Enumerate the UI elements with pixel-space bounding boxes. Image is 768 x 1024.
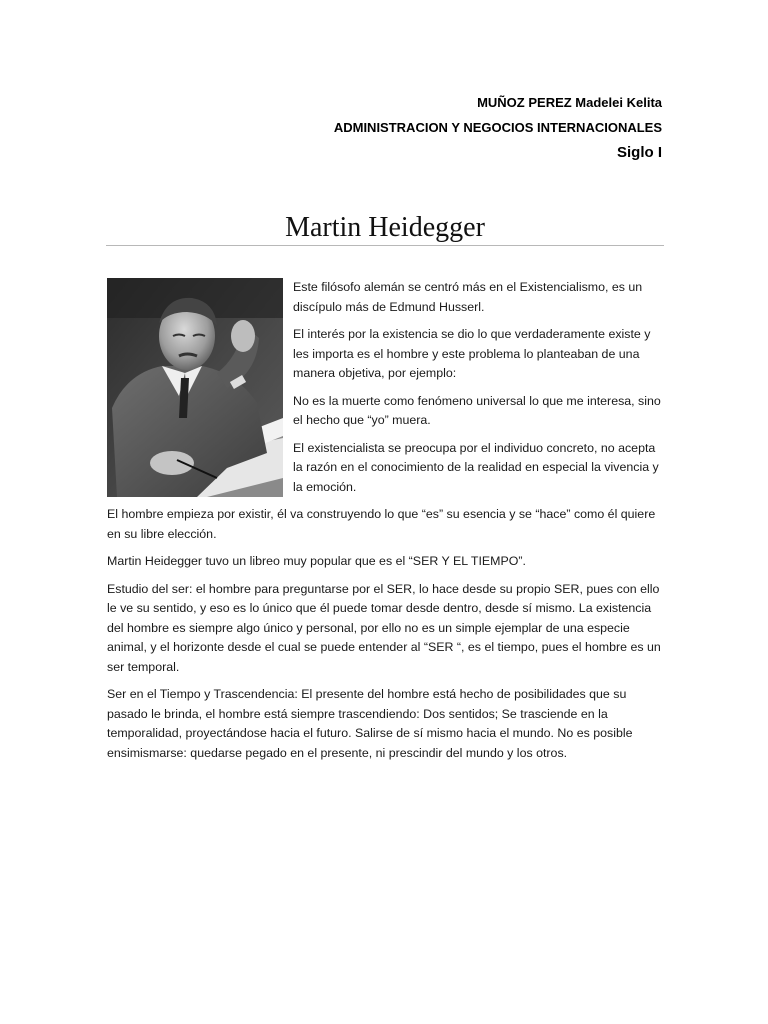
intro-text [293, 278, 663, 505]
intro-paragraph: El existencialista se preocupa por el individuo concreto, no acepta la razón en el conocimiento de la realidad en especial la vivencia y la emoción. [293, 440, 659, 494]
body-paragraph: Martin Heidegger tuvo un libreo muy popular que es el “SER Y EL TIEMPO”. [107, 554, 526, 568]
period-label: Siglo I [617, 144, 662, 161]
title-underline [106, 245, 664, 246]
course-name: ADMINISTRACION Y NEGOCIOS INTERNACIONALES [333, 120, 662, 135]
author-name: MUÑOZ PEREZ Madelei Kelita [477, 95, 662, 110]
body-paragraph: Estudio del ser: el hombre para preguntarse por el SER, lo hace desde su propio SER, pues con ello le ve su sentido, y eso es lo único que él puede tomar desde dentro, desde sí mismo. La existencia del hombre es siempre algo único y personal, por ello no es un simple ejemplar de una especie animal, y el horizonte desde el cual se puede entender al “SER “, es el tiempo, pues el hombre es un ser temporal. [107, 581, 661, 674]
body-paragraph: El hombre empieza por existir, él va construyendo lo que “es” su esencia y se “hace” como él quiere en su libre elección. [107, 507, 656, 541]
portrait-photo [107, 278, 283, 497]
document-title: Martin Heidegger [285, 212, 485, 243]
document-header [334, 90, 662, 166]
body-text [107, 505, 667, 771]
body-paragraph: Ser en el Tiempo y Trascendencia: El presente del hombre está hecho de posibilidades que su pasado le brinda, el hombre está siempre trascendiendo: Dos sentidos; Se trasciende en la temporalidad, proyectándose hacia el futuro. Salirse de sí mismo hacia el mundo. No es posible ensimismarse: quedarse pegado en el presente, ni prescindir del mundo y los otros. [107, 687, 633, 760]
intro-paragraph: El interés por la existencia se dio lo que verdaderamente existe y les importa es el hombre y este problema lo planteaban de una manera objetiva, por ejemplo: [293, 327, 651, 380]
intro-paragraph: Este filósofo alemán se centró más en el Existencialismo, es un discípulo más de Edmund Husserl. [293, 280, 643, 314]
intro-paragraph: No es la muerte como fenómeno universal lo que me interesa, sino el hecho que “yo” muera. [293, 393, 661, 427]
